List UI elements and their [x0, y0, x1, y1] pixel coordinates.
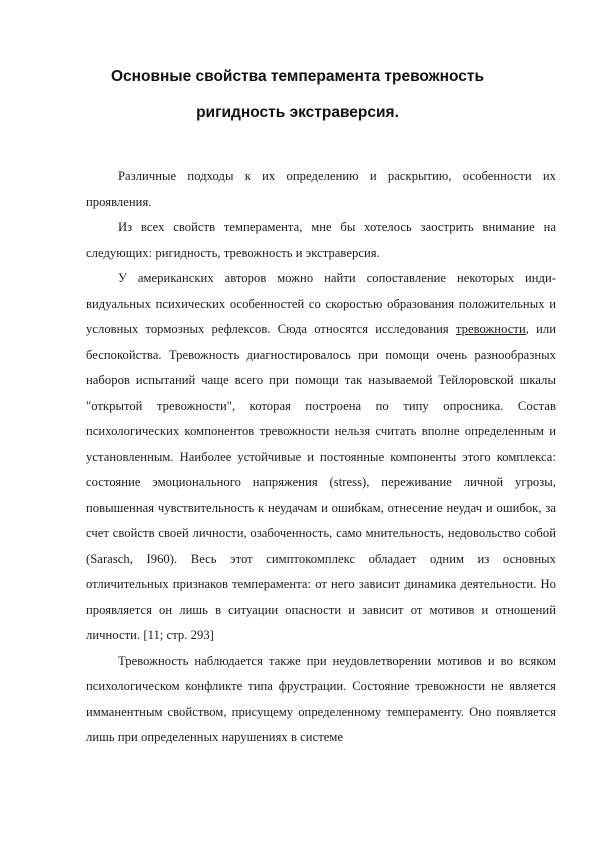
paragraph-3-start: У американских авторов можно найти сопоставление некоторых индивидуальных психических особенностей со скоростью образования положительных и условных тормозных рефлексов. Сюда относятся исследования: [86, 271, 556, 336]
paragraph-1: Различные подходы к их определению и раскрытию, особенности их проявления.: [86, 169, 556, 209]
paragraph-3-end: , или беспокойства. Тревожность диагностировалось при помощи очень разнообразных наборов испытаний чаще всего при помощи так называемой Тейлоровской шкалы "открытой тревожности", которая построена по типу опросника. Состав психологических компонентов тревожности нельзя считать вполне определенным и установленным. Наиболее устойчивые и постоянные компоненты этого комплекса: состояние эмоционального напряжения (stress), переживание личной угрозы, повышенная чувствительность к неудачам и ошибкам, отнесение неудач и ошибок, за счет свойств своей личности, озабоченность, само мнительность, недовольство собой (Sarasch, I960). Весь этот симптокомплекс обладает одним из основных отличительных признаков темперамента: от него зависит динамика деятельности. Но проявляется он лишь в ситуации опасности и зависит от мотивов и отношений личности. [11; стр. 293]: [86, 322, 557, 642]
document-title-line-2: ригидность экстраверсия.: [196, 104, 399, 121]
document-title-line-1: Основные свойства темперамента тревожность: [110, 68, 485, 85]
document-body: [86, 164, 556, 751]
paragraph-4: Тревожность наблюдается также при неудовлетворении мотивов и во всяком психологическом конфликте типа фрустрации. Состояние тревожности не является имманентным свойством, присущему определенному темпераменту. Оно появляется лишь при определенных нарушениях в системе: [86, 653, 556, 744]
paragraph-2: Из всех свойств темперамента, мне бы хотелось заострить внимание на следующих: ригидность, тревожность и экстраверсия.: [86, 220, 556, 260]
anxiety-link[interactable]: тревожности: [455, 322, 526, 336]
paragraph-3: [86, 266, 556, 649]
